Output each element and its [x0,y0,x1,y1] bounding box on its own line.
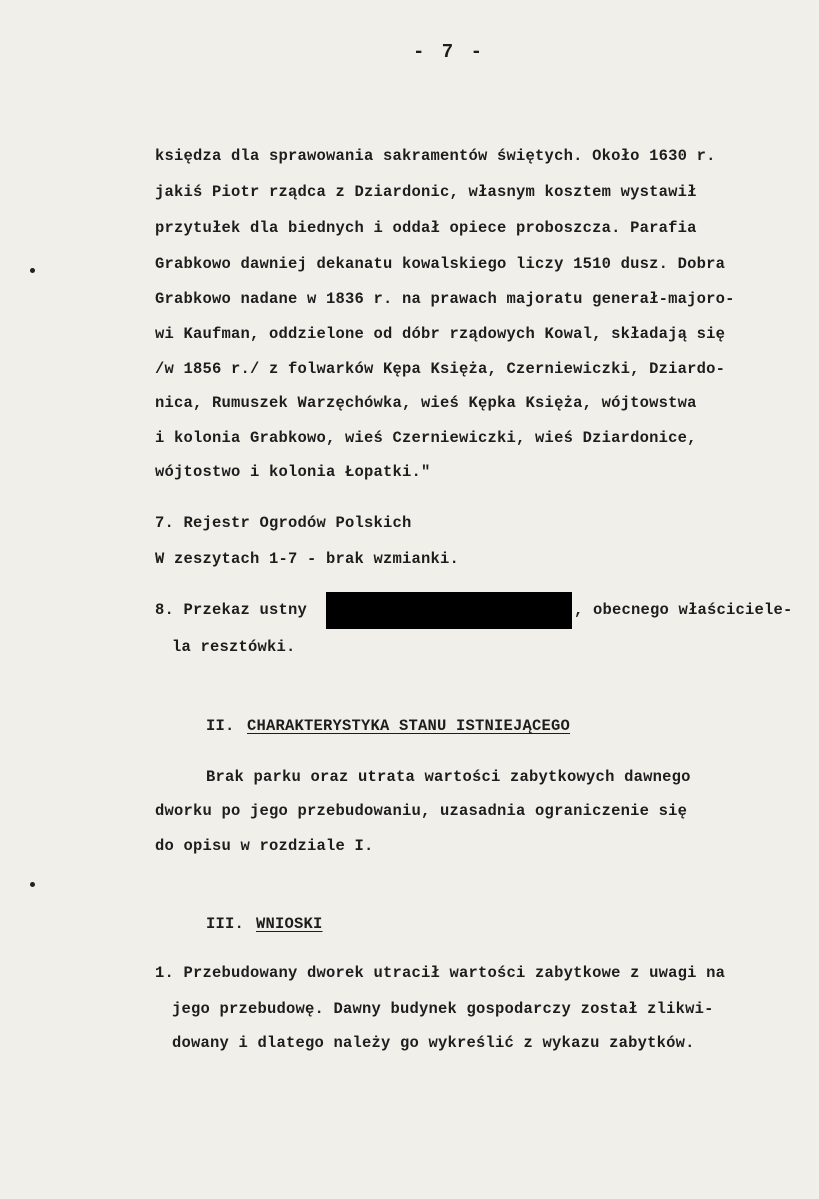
text-line: Grabkowo nadane w 1836 r. na prawach majoratu generał-majoro- [155,290,735,308]
section-3-item-line: 1. Przebudowany dworek utracił wartości zabytkowe z uwagi na [155,964,726,982]
item-8-line2: la resztówki. [172,638,296,656]
section-3-item-line: jego przebudowę. Dawny budynek gospodarczy został zlikwi- [172,1000,714,1018]
section-3-heading: WNIOSKI [256,915,323,933]
text-line: i kolonia Grabkowo, wieś Czerniewiczki, wieś Dziardonice, [155,429,697,447]
section-2-body-line: dworku po jego przebudowaniu, uzasadnia ograniczenie się [155,802,688,820]
text-line: przytułek dla biednych i oddał opiece proboszcza. Parafia [155,219,697,237]
text-line: księdza dla sprawowania sakramentów świętych. Około 1630 r. [155,147,716,165]
section-3-numeral: III. [206,915,245,933]
text-line: nica, Rumuszek Warzęchówka, wieś Kępka Księża, wójtowstwa [155,394,697,412]
text-line: wójtostwo i kolonia Łopatki." [155,463,431,481]
item-8-line1-start: 8. Przekaz ustny [155,601,308,619]
section-2-numeral: II. [206,717,235,735]
punch-hole-mark [30,268,35,273]
punch-hole-mark [30,882,35,887]
item-7-note: W zeszytach 1-7 - brak wzmianki. [155,550,460,568]
section-2-body-line: do opisu w rozdziale I. [155,837,374,855]
section-2-body-line: Brak parku oraz utrata wartości zabytkowych dawnego [206,768,691,786]
page-number: - 7 - [413,41,486,63]
item-7-title: 7. Rejestr Ogrodów Polskich [155,514,412,532]
text-line: /w 1856 r./ z folwarków Kępa Księża, Czerniewiczki, Dziardo- [155,360,726,378]
text-line: Grabkowo dawniej dekanatu kowalskiego liczy 1510 dusz. Dobra [155,255,726,273]
text-line: wi Kaufman, oddzielone od dóbr rządowych Kowal, składają się [155,325,726,343]
section-2-heading: CHARAKTERYSTYKA STANU ISTNIEJĄCEGO [247,717,571,735]
text-line: jakiś Piotr rządca z Dziardonic, własnym kosztem wystawił [155,183,697,201]
section-3-item-line: dowany i dlatego należy go wykreślić z wykazu zabytków. [172,1034,695,1052]
redaction-block [326,592,572,629]
item-8-line1-end: , obecnego właściciele- [574,601,793,619]
